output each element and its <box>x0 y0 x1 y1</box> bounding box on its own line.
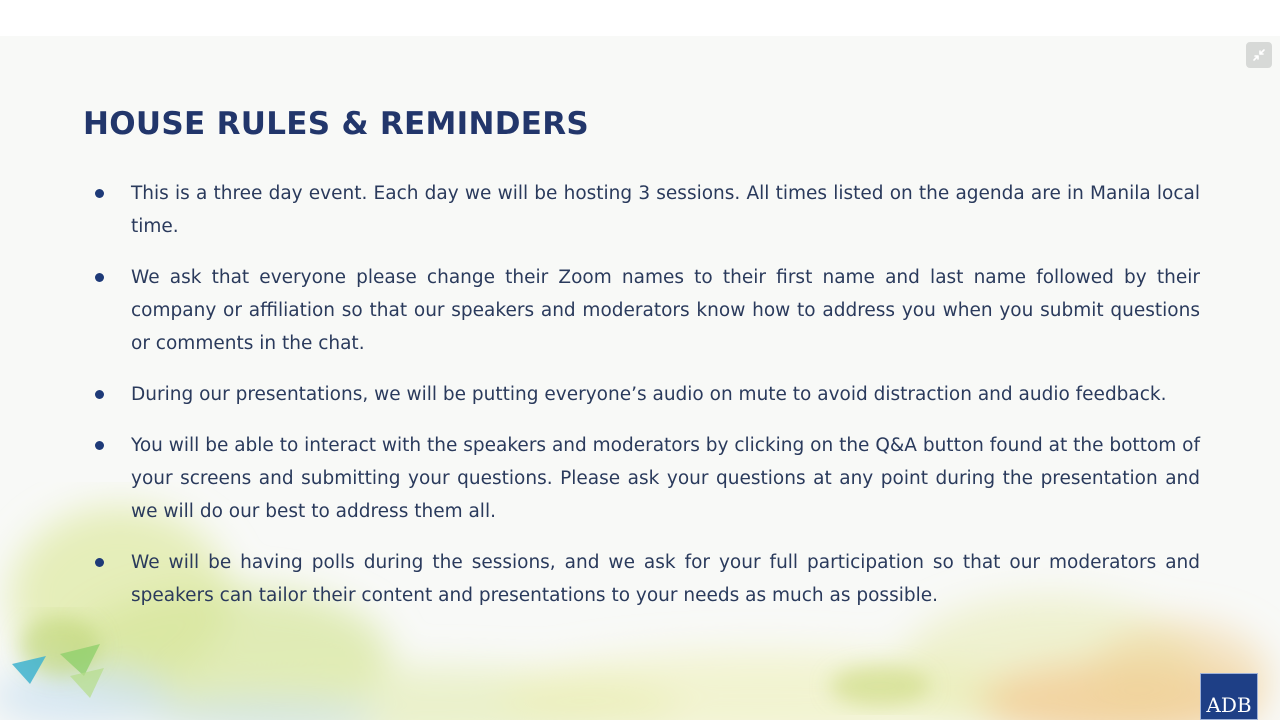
list-item-text: We will be having polls during the sessions, and we ask for your full participation so that our moderators and speakers can tailor their content and presentations to your needs as much as possible. <box>131 552 1200 606</box>
adb-logo <box>1200 673 1258 720</box>
bullet-icon <box>95 558 104 567</box>
list-item-text: We ask that everyone please change their Zoom names to their first name and last name followed by their company or affiliation so that our speakers and moderators know how to address you when you submit questions or comments in the chat. <box>131 267 1200 354</box>
list-item <box>90 429 1200 528</box>
bullet-icon <box>95 273 104 282</box>
list-item <box>90 177 1200 243</box>
viewer-top-bar <box>0 0 1280 36</box>
list-item <box>90 378 1200 411</box>
exit-fullscreen-icon <box>1252 48 1266 62</box>
list-item-text: During our presentations, we will be putting everyone’s audio on mute to avoid distraction and audio feedback. <box>131 384 1167 405</box>
slide-title: HOUSE RULES & REMINDERS <box>83 106 590 142</box>
list-item <box>90 546 1200 612</box>
shared-slide <box>0 36 1280 720</box>
rules-list <box>90 177 1200 630</box>
list-item <box>90 261 1200 360</box>
logo-text: ADB <box>1206 693 1252 717</box>
list-item-text: You will be able to interact with the speakers and moderators by clicking on the Q&A button found at the bottom of your screens and submitting your questions. Please ask your questions at any point during the presentation and we will do our best to address them all. <box>131 435 1200 522</box>
exit-fullscreen-button[interactable] <box>1246 42 1272 68</box>
list-item-text: This is a three day event. Each day we will be hosting 3 sessions. All times listed on the agenda are in Manila local time. <box>131 183 1200 237</box>
bullet-icon <box>95 441 104 450</box>
bullet-icon <box>95 390 104 399</box>
bullet-icon <box>95 189 104 198</box>
